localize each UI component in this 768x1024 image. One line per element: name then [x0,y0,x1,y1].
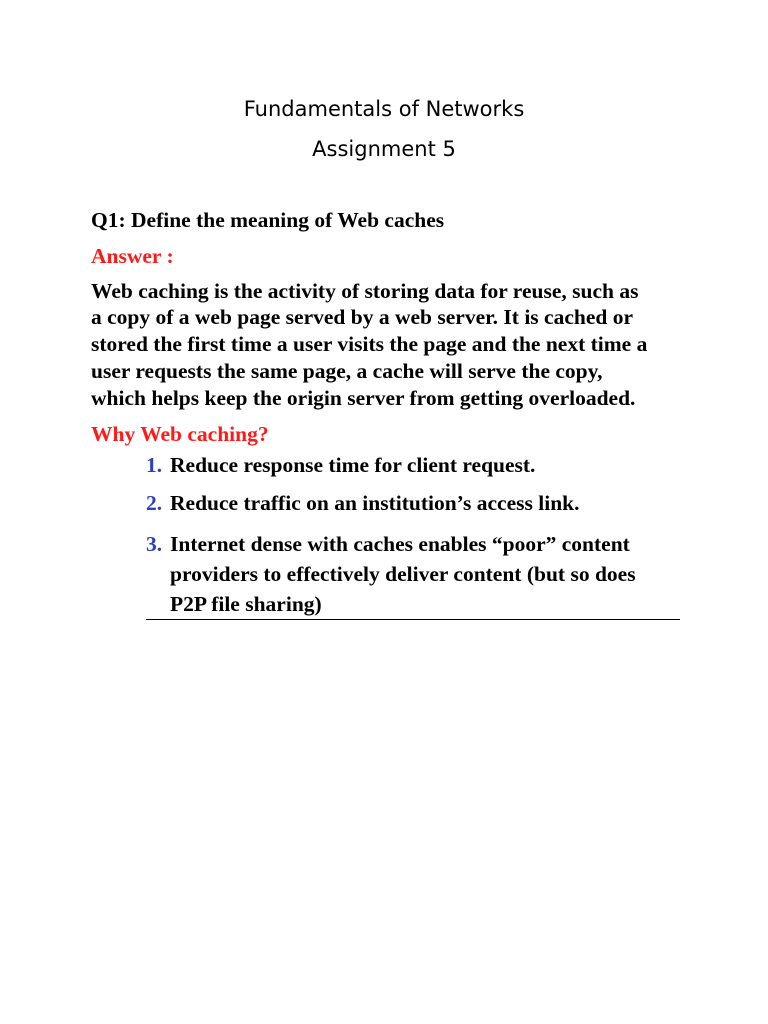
list-number: 3. [146,532,163,556]
question-heading: Q1: Define the meaning of Web caches [91,208,445,232]
list-item [146,455,535,477]
list-number: 1. [146,453,163,477]
answer-line: which helps keep the origin server from getting overloaded. [91,386,636,410]
assignment-subtitle: Assignment 5 [312,137,456,161]
list-number: 2. [146,491,163,515]
why-heading: Why Web caching? [91,422,269,446]
list-text-continuation: providers to effectively deliver content (but so does [170,562,636,586]
answer-line: a copy of a web page served by a web server. It is cached or [91,305,634,329]
answer-label: Answer : [91,244,174,268]
list-text: Internet dense with caches enables “poor” content [170,532,630,556]
list-text-continuation: P2P file sharing) [170,592,322,616]
answer-line: Web caching is the activity of storing data for reuse, such as [91,279,639,303]
list-text: Reduce traffic on an institution’s access link. [170,491,580,515]
list-item [146,493,580,515]
answer-line: stored the first time a user visits the page and the next time a [91,332,648,356]
list-item [146,534,630,556]
list-text: Reduce response time for client request. [170,453,536,477]
horizontal-rule [146,619,680,620]
answer-line: user requests the same page, a cache will serve the copy, [91,359,603,383]
document-title: Fundamentals of Networks [243,97,525,121]
